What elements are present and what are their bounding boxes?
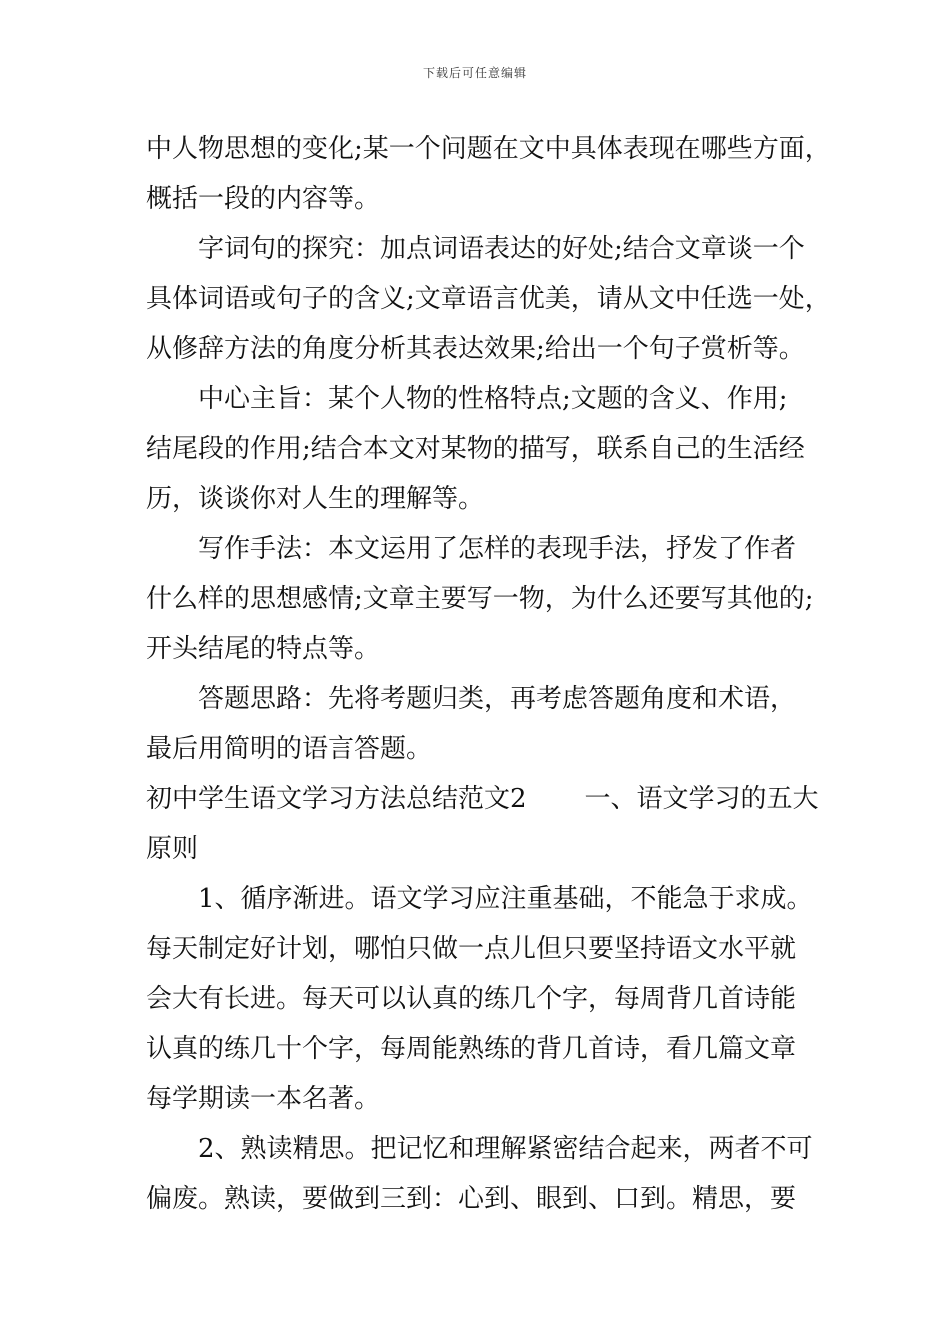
- text-line: 结尾段的作用;结合本文对某物的描写，联系自己的生活经: [146, 434, 805, 464]
- document-body: [146, 124, 831, 1224]
- subsection-title: 一、语文学习的五大: [584, 784, 819, 814]
- text-line: 会大有长进。每天可以认真的练几个字，每周背几首诗能: [146, 984, 797, 1014]
- page-header: 下载后可任意编辑: [422, 66, 527, 80]
- paragraph-start-line: 2、熟读精思。把记忆和理解紧密结合起来，两者不可: [198, 1134, 813, 1164]
- section-title: 初中学生语文学习方法总结范文2: [146, 784, 527, 814]
- text-line: 偏废。熟读，要做到三到：心到、眼到、口到。精思，要: [146, 1184, 797, 1214]
- text-line: 原则: [146, 834, 199, 864]
- paragraph-start-line: 中心主旨：某个人物的性格特点;文题的含义、作用;: [198, 384, 788, 414]
- text-line: 最后用简明的语言答题。: [146, 734, 433, 764]
- text-line: 从修辞方法的角度分析其表达效果;给出一个句子赏析等。: [146, 334, 805, 364]
- section-heading-line: [146, 774, 819, 824]
- text-line: 认真的练几十个字，每周能熟练的背几首诗，看几篇文章: [146, 1034, 797, 1064]
- paragraph-start-line: 答题思路：先将考题归类，再考虑答题角度和术语，: [198, 684, 797, 714]
- text-line: 中人物思想的变化;某一个问题在文中具体表现在哪些方面，: [146, 134, 831, 164]
- paragraph-start-line: 1、循序渐进。语文学习应注重基础，不能急于求成。: [198, 884, 813, 914]
- paragraph-start-line: 写作手法：本文运用了怎样的表现手法，抒发了作者: [198, 534, 797, 564]
- text-line: 开头结尾的特点等。: [146, 634, 381, 664]
- text-line: 每学期读一本名著。: [146, 1084, 381, 1114]
- text-line: 概括一段的内容等。: [146, 184, 381, 214]
- text-line: 什么样的思想感情;文章主要写一物，为什么还要写其他的;: [146, 584, 814, 614]
- text-line: 具体词语或句子的含义;文章语言优美，请从文中任选一处，: [146, 284, 831, 314]
- text-line: 历，谈谈你对人生的理解等。: [146, 484, 485, 514]
- paragraph-start-line: 字词句的探究：加点词语表达的好处;结合文章谈一个: [198, 234, 805, 264]
- text-line: 每天制定好计划，哪怕只做一点儿但只要坚持语文水平就: [146, 934, 797, 964]
